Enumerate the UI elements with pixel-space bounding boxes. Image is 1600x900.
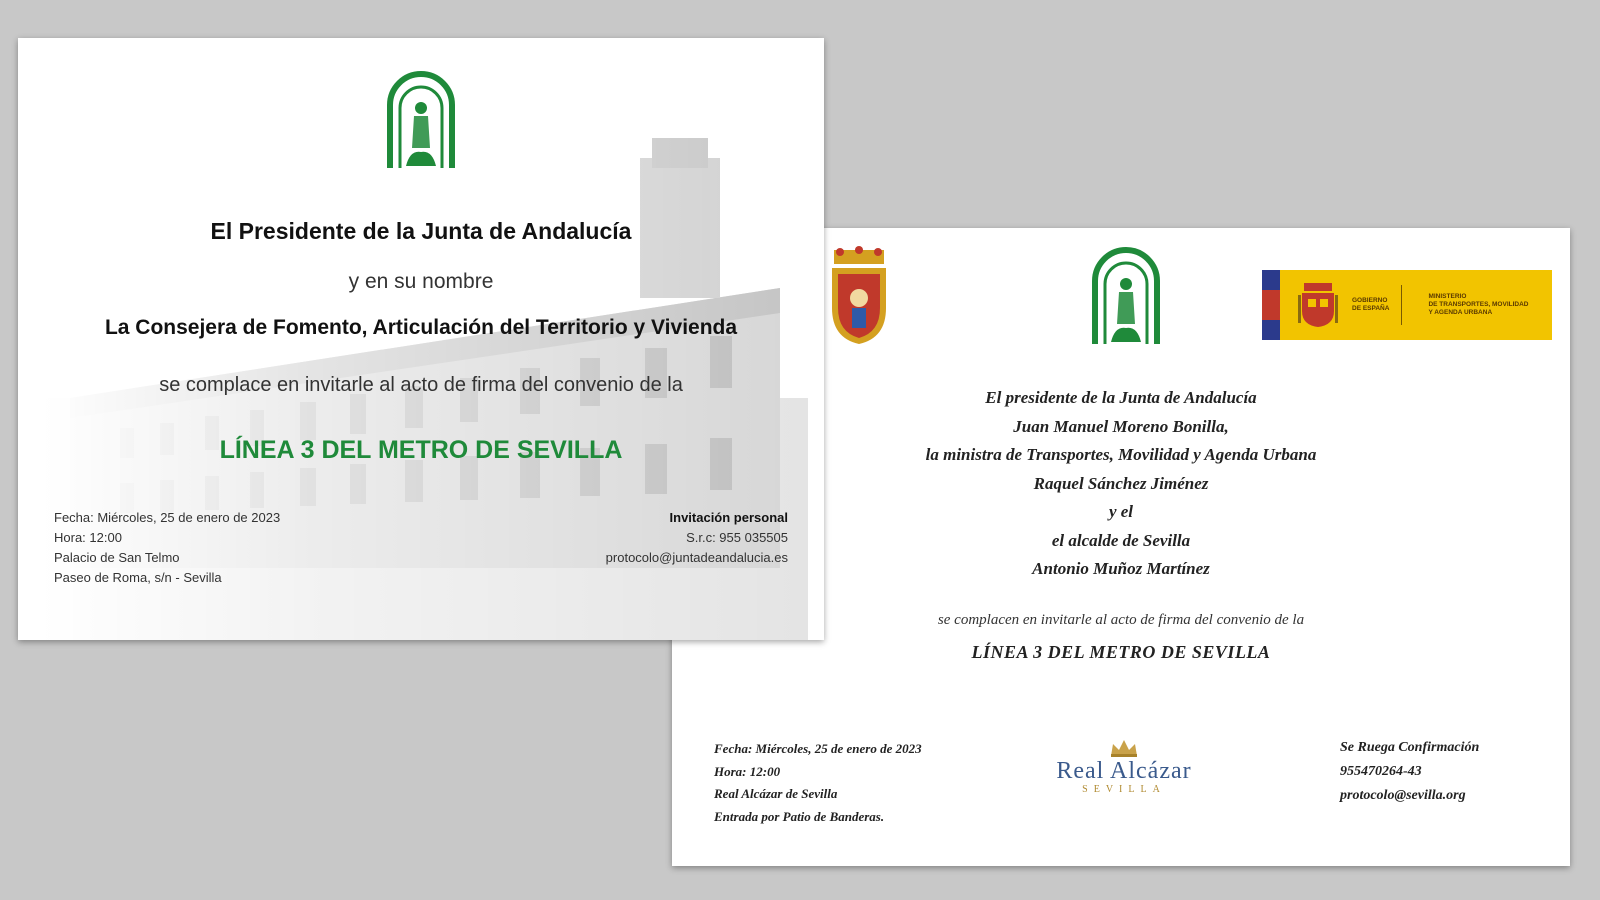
host-line: y el — [1108, 502, 1134, 521]
event-time: Hora: 12:00 — [54, 530, 122, 545]
event-venue: Real Alcázar de Sevilla — [714, 786, 838, 801]
personal-invitation-label: Invitación personal — [669, 510, 788, 525]
rsvp-phone: S.r.c: 955 035505 — [686, 530, 788, 545]
host-line: el alcalde de Sevilla — [1051, 530, 1191, 550]
government-label: GOBIERNO DE ESPAÑA — [1352, 297, 1390, 312]
junta-andalucia-logo-icon — [386, 70, 456, 170]
president-line: El Presidente de la Junta de Andalucía — [210, 218, 632, 244]
event-entrance: Entrada por Patio de Banderas. — [714, 808, 885, 824]
event-address: Paseo de Roma, s/n - Sevilla — [54, 570, 222, 585]
host-line: Juan Manuel Moreno Bonilla, — [1013, 416, 1229, 436]
rsvp-label: Se Ruega Confirmación — [1340, 740, 1480, 755]
invite-line: se complace en invitarle al acto de firma del convenio de la — [159, 374, 683, 396]
eu-flag-strip — [1262, 270, 1280, 340]
spain-government-logo — [1262, 270, 1552, 340]
real-alcazar-crown-icon — [1109, 738, 1139, 758]
invitation-card-junta — [18, 38, 824, 640]
sevilla-coat-of-arms-icon — [826, 246, 892, 346]
event-details — [54, 508, 280, 588]
event-title: LÍNEA 3 DEL METRO DE SEVILLA — [219, 436, 623, 464]
alcazar-city: SEVILLA — [1082, 784, 1166, 795]
spain-shield-icon — [1298, 281, 1338, 329]
junta-andalucia-logo-icon — [1090, 246, 1162, 346]
rsvp-email: protocolo@sevilla.org — [1340, 788, 1466, 803]
host-line: Raquel Sánchez Jiménez — [1033, 473, 1209, 493]
rsvp-email: protocolo@juntadeandalucia.es — [605, 550, 788, 565]
event-venue: Palacio de San Telmo — [54, 550, 180, 565]
contact-details — [1340, 736, 1479, 808]
rsvp-phone: 955470264-43 — [1340, 764, 1422, 779]
alcazar-name: Real Alcázar — [1056, 758, 1192, 784]
host-line: Antonio Muñoz Martínez — [1032, 559, 1210, 578]
event-details — [714, 738, 922, 828]
logo-divider — [1401, 285, 1402, 325]
host-line: la ministra de Transportes, Movilidad y Agenda Urbana — [925, 445, 1317, 464]
invite-line: se complacen en invitarle al acto de firma del convenio de la — [937, 612, 1305, 628]
event-date: Fecha: Miércoles, 25 de enero de 2023 — [714, 741, 922, 756]
event-date: Fecha: Miércoles, 25 de enero de 2023 — [54, 510, 281, 525]
host-line: El presidente de la Junta de Andalucía — [985, 388, 1257, 407]
event-time: Hora: 12:00 — [714, 763, 781, 779]
contact-details — [606, 508, 788, 568]
real-alcazar-logo — [1034, 738, 1214, 808]
event-title: LÍNEA 3 DEL METRO DE SEVILLA — [971, 642, 1271, 662]
consejera-line: La Consejera de Fomento, Articulación del Territorio y Vivienda — [104, 316, 738, 339]
ministry-label: MINISTERIO DE TRANSPORTES, MOVILIDAD Y AGENDA URBANA — [1428, 293, 1529, 316]
on-behalf-line: y en su nombre — [348, 270, 494, 293]
